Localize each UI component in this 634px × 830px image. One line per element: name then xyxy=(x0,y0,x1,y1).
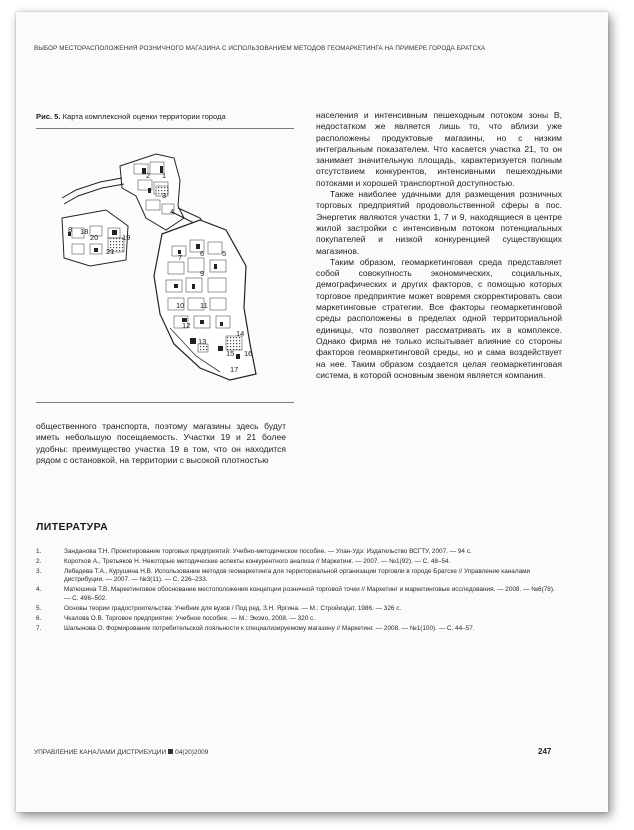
map-number-7: 7 xyxy=(178,253,183,262)
footer-issue: 04(20)2009 xyxy=(175,749,209,756)
map-number-8: 8 xyxy=(68,225,73,234)
map-number-17: 17 xyxy=(230,365,239,374)
map-number-21: 21 xyxy=(106,247,115,256)
map-number-10: 10 xyxy=(176,301,185,310)
map-number-4: 4 xyxy=(170,207,175,216)
map-north-district xyxy=(120,154,184,230)
caption-rule xyxy=(36,128,294,129)
map-number-14: 14 xyxy=(236,329,245,338)
map-number-13: 13 xyxy=(198,337,207,346)
map-number-9: 9 xyxy=(200,269,205,278)
map-number-11: 11 xyxy=(200,301,208,310)
right-column xyxy=(316,110,562,381)
reference-item xyxy=(36,615,556,624)
map-road xyxy=(62,178,122,198)
city-map-figure xyxy=(50,148,275,386)
reference-text: Чкалова О.В. Торговое предприятие: Учебное пособие. — М.: Эксмо, 2008. — 320 с. xyxy=(64,614,316,622)
figure-caption-text: Карта комплексной оценки территории города xyxy=(60,112,226,121)
map-number-2: 2 xyxy=(146,171,151,180)
map-number-19: 19 xyxy=(122,233,131,242)
map-number-12: 12 xyxy=(182,321,191,330)
reference-number: 7. xyxy=(36,624,42,632)
reference-number: 6. xyxy=(36,614,42,622)
map-number-20: 20 xyxy=(90,233,99,242)
reference-text: Занданова Т.Н. Проектирование торговых предприятий: Учебно-методическое пособие. — Улан-Удэ: Издательство ВСГТУ, 2007. — 94 с. xyxy=(64,548,472,555)
footer-journal xyxy=(34,749,208,756)
reference-item xyxy=(36,625,556,634)
reference-item xyxy=(36,605,556,614)
map-number-3: 3 xyxy=(162,191,167,200)
page-number: 247 xyxy=(538,747,552,756)
right-column-paragraph-2: Также наиболее удачными для размещения розничных торговых предприятий продовольственной сферы в пос. Энергетик являются участки 1, 7 и 9, находящиеся в центре жилой застройки с интенсивным потоком потенциальных покупателей и низкой конкуренцией существующих магазинов. xyxy=(316,189,562,256)
map-number-6: 6 xyxy=(200,249,205,258)
running-head: ВЫБОР МЕСТОРАСПОЛОЖЕНИЯ РОЗНИЧНОГО МАГАЗИНА С ИСПОЛЬЗОВАНИЕМ МЕТОДОВ ГЕОМАРКЕТИНГА НА ПРИМЕРЕ ГОРОДА БРАТСКА xyxy=(34,45,486,52)
reference-text: Коротков А., Третьяков Н. Некоторые методические аспекты конкурентного анализа // Маркетинг. — 2007. — №1(92). — С. 48–54. xyxy=(64,557,451,565)
reference-number: 2. xyxy=(36,557,42,565)
figure-bottom-rule xyxy=(36,402,294,403)
city-map xyxy=(50,148,275,386)
reference-number: 5. xyxy=(36,604,42,612)
footer-journal-name: УПРАВЛЕНИЕ КАНАЛАМИ ДИСТРИБУЦИИ xyxy=(34,749,167,756)
map-number-18: 18 xyxy=(80,227,89,236)
map-south-district xyxy=(154,220,256,380)
map-number-15: 15 xyxy=(226,349,235,358)
left-column-paragraph: общественного транспорта, поэтому магазины здесь будут иметь небольшую посещаемость. Участки 19 и 21 более удобны: преимущество участка 19 в том, что он находится рядом с остановкой, на территории с высокой плотностью xyxy=(36,421,286,465)
literature-heading: ЛИТЕРАТУРА xyxy=(36,521,109,533)
left-column xyxy=(36,421,286,466)
footer-square-icon xyxy=(168,749,173,754)
map-road xyxy=(64,184,124,204)
reference-item xyxy=(36,558,556,567)
reference-text: Основы теории градостроительства: Учебник для вузов / Под ред. З.Н. Яргина. — М.: Стройиздат, 1986. — 326 с. xyxy=(64,604,402,612)
reference-list xyxy=(36,548,556,634)
map-number-5: 5 xyxy=(222,249,227,258)
reference-item xyxy=(36,586,556,603)
figure-label: Рис. 5. xyxy=(36,112,61,121)
reference-text: Шалынова О. Формирование потребительской лояльности к специализируемому магазину // Маркетинг. — 2008. — №1(100). — С. 44–57. xyxy=(64,624,475,632)
right-column-paragraph-1: населения и интенсивным пешеходным потоком зоны В, недостатком же является лишь то, что вблизи уже расположены продуктовые магазины, но с низким интегральным показателем. Что касается участка 21, то он занимает значительную площадь, характеризуется полным отсутствием конкурентов, интенсивными пешеходными потоками и хорошей транспортной доступностью. xyxy=(316,110,562,188)
reference-number: 4. xyxy=(36,586,42,594)
right-column-paragraph-3: Таким образом, геомаркетинговая среда представляет собой совокупность экономических, социальных, демографических и других факторов, с помощью которых торговое предприятие может вовремя скорректировать свои маркетинговые стратегии. Все факторы геомаркетинговой среды расположены в пределах одной территориальной единицы, что позволяет рассматривать их в комплексе. Однако фирма не только испытывает влияние со стороны факторов геомаркетинговой среды, но и сама воздействует на нее. Таким образом создается целая геомаркетинговая система, в которой основным звеном является компания. xyxy=(316,256,562,380)
reference-item xyxy=(36,548,556,557)
reference-number: 3. xyxy=(36,567,42,575)
reference-text: Лебедева Т.А., Курушина Н.В. Использование методов геомаркетинга для территориальной организации торговли в городе Братске // Управление каналами дистрибуции. — 2007. — №3(11). — С. 226–233. xyxy=(64,567,531,584)
figure-caption xyxy=(36,112,294,121)
reference-item xyxy=(36,568,556,585)
reference-number: 1. xyxy=(36,548,42,555)
map-number-16: 16 xyxy=(244,349,253,358)
reference-text: Матюшина Т.В. Маркетинговое обоснование местоположения концепции розничной торговой точки // Маркетинг и маркетинговые исследования. — 2008. — №6(78). — С. 496–502. xyxy=(64,586,555,602)
map-number-1: 1 xyxy=(162,171,167,180)
